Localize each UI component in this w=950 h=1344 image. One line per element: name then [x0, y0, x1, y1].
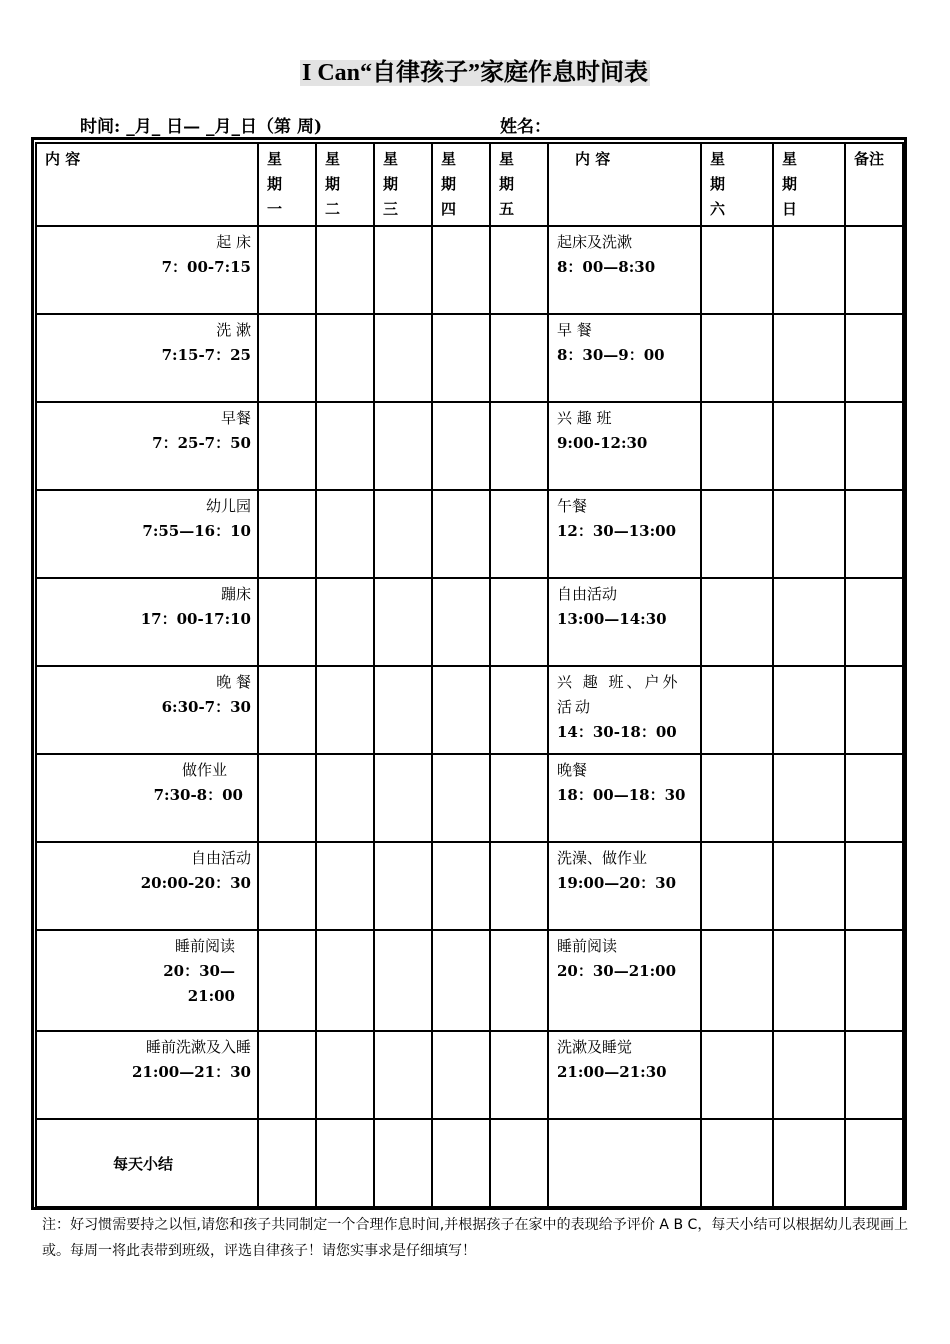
weekday-eval-cell[interactable] — [490, 402, 548, 490]
weekend-eval-cell[interactable] — [773, 578, 845, 666]
left-activity-time: 7：25-7：50 — [152, 434, 251, 452]
weekend-eval-cell[interactable] — [701, 314, 773, 402]
right-activity-name: 睡前阅读 — [557, 937, 618, 955]
table-row — [36, 578, 903, 666]
page-title: I Can“自律孩子”家庭作息时间表 — [301, 60, 649, 86]
right-activity-cell — [548, 842, 701, 930]
right-activity-cell — [548, 578, 701, 666]
right-activity-name: 晚餐 — [557, 761, 588, 779]
weekday-eval-cell[interactable] — [316, 666, 374, 754]
right-activity-name: 兴 趣 班 — [557, 409, 612, 427]
header-wednesday: 星 期 三 — [374, 143, 432, 226]
left-activity-time: 20：30— — [163, 962, 235, 980]
weekday-eval-cell[interactable] — [432, 842, 490, 930]
weekday-eval-cell[interactable] — [374, 842, 432, 930]
weekend-eval-cell[interactable] — [773, 842, 845, 930]
weekday-eval-cell[interactable] — [490, 930, 548, 1031]
weekday-eval-cell[interactable] — [258, 578, 316, 666]
table-row — [36, 754, 903, 842]
weekday-eval-cell[interactable] — [432, 754, 490, 842]
weekday-eval-cell[interactable] — [316, 842, 374, 930]
left-activity-cell — [36, 226, 258, 314]
weekday-eval-cell[interactable] — [316, 930, 374, 1031]
header-friday: 星 期 五 — [490, 143, 548, 226]
weekday-eval-cell[interactable] — [258, 490, 316, 578]
left-activity-time: 20:00-20：30 — [140, 874, 251, 892]
weekday-eval-cell[interactable] — [490, 754, 548, 842]
right-activity-time: 21:00—21:30 — [557, 1063, 667, 1081]
weekday-eval-cell[interactable] — [258, 930, 316, 1031]
summary-row — [36, 1119, 903, 1207]
schedule-table — [35, 142, 904, 1208]
left-activity-time: 7:30-8：00 — [153, 786, 243, 804]
right-activity-time: 18：00—18：30 — [557, 786, 686, 804]
header-row — [36, 143, 903, 226]
left-activity-cell — [36, 842, 258, 930]
left-activity-time: 21:00—21：30 — [131, 1063, 251, 1081]
left-activity-time: 7：00-7:15 — [161, 258, 251, 276]
header-thursday: 星 期 四 — [432, 143, 490, 226]
weekday-eval-cell[interactable] — [432, 490, 490, 578]
left-activity-name: 做作业 — [181, 761, 227, 779]
right-activity-name: 自由活动 — [557, 585, 618, 603]
right-activity-cell — [548, 666, 701, 754]
weekday-eval-cell[interactable] — [258, 226, 316, 314]
weekday-eval-cell[interactable] — [432, 402, 490, 490]
right-activity-cell — [548, 226, 701, 314]
weekend-eval-cell[interactable] — [701, 490, 773, 578]
left-activity-time: 7:15-7：25 — [161, 346, 251, 364]
weekday-eval-cell[interactable] — [316, 226, 374, 314]
weekday-eval-cell[interactable] — [490, 578, 548, 666]
remarks-cell[interactable] — [845, 490, 903, 578]
remarks-cell[interactable] — [845, 1031, 903, 1119]
weekend-eval-cell[interactable] — [773, 666, 845, 754]
summary-cell[interactable] — [845, 1119, 903, 1207]
summary-cell[interactable] — [432, 1119, 490, 1207]
left-activity-cell — [36, 314, 258, 402]
weekend-eval-cell[interactable] — [701, 666, 773, 754]
right-activity-time: 13:00—14:30 — [557, 610, 667, 628]
left-activity-time: 6:30-7：30 — [161, 698, 251, 716]
weekend-eval-cell[interactable] — [773, 754, 845, 842]
weekday-eval-cell[interactable] — [258, 842, 316, 930]
right-activity-name: 午餐 — [557, 497, 588, 515]
summary-cell[interactable] — [490, 1119, 548, 1207]
right-activity-name: 兴 趣 班、户外活动 — [557, 673, 681, 716]
remarks-cell[interactable] — [845, 930, 903, 1031]
right-activity-name: 早 餐 — [557, 321, 592, 339]
weekday-eval-cell[interactable] — [316, 314, 374, 402]
date-range-label: 时间: _月_ 日— _月_日（第 周) — [80, 117, 322, 137]
table-row — [36, 842, 903, 930]
weekend-eval-cell[interactable] — [773, 226, 845, 314]
summary-cell[interactable] — [258, 1119, 316, 1207]
right-activity-cell — [548, 314, 701, 402]
left-activity-name: 晚 餐 — [216, 673, 251, 691]
left-activity-cell — [36, 490, 258, 578]
remarks-cell[interactable] — [845, 314, 903, 402]
weekday-eval-cell[interactable] — [432, 578, 490, 666]
weekday-eval-cell[interactable] — [374, 314, 432, 402]
weekday-eval-cell[interactable] — [374, 490, 432, 578]
left-activity-name: 起 床 — [216, 233, 251, 251]
weekend-eval-cell[interactable] — [773, 314, 845, 402]
table-row — [36, 226, 903, 314]
weekday-eval-cell[interactable] — [258, 314, 316, 402]
weekday-eval-cell[interactable] — [432, 226, 490, 314]
weekday-eval-cell[interactable] — [490, 314, 548, 402]
weekend-eval-cell[interactable] — [773, 1031, 845, 1119]
left-activity-name: 洗 漱 — [216, 321, 251, 339]
left-activity-name: 自由活动 — [190, 849, 251, 867]
weekday-eval-cell[interactable] — [374, 1031, 432, 1119]
weekday-eval-cell[interactable] — [490, 1031, 548, 1119]
weekday-eval-cell[interactable] — [258, 754, 316, 842]
left-activity-time-cont: 21:00 — [187, 987, 235, 1005]
right-activity-name: 起床及洗漱 — [557, 233, 633, 251]
weekday-eval-cell[interactable] — [316, 754, 374, 842]
summary-cell[interactable] — [701, 1119, 773, 1207]
weekday-eval-cell[interactable] — [374, 754, 432, 842]
weekday-eval-cell[interactable] — [258, 1031, 316, 1119]
weekend-eval-cell[interactable] — [701, 1031, 773, 1119]
weekend-eval-cell[interactable] — [701, 402, 773, 490]
weekend-eval-cell[interactable] — [701, 930, 773, 1031]
weekday-eval-cell[interactable] — [490, 842, 548, 930]
remarks-cell[interactable] — [845, 666, 903, 754]
header-content-right: 内 容 — [548, 143, 701, 226]
weekday-eval-cell[interactable] — [374, 930, 432, 1031]
right-activity-cell — [548, 1031, 701, 1119]
left-activity-cell — [36, 930, 258, 1031]
left-activity-time: 17：00-17:10 — [140, 610, 251, 628]
weekend-eval-cell[interactable] — [701, 226, 773, 314]
remarks-cell[interactable] — [845, 754, 903, 842]
header-content-left: 内 容 — [36, 143, 258, 226]
weekday-eval-cell[interactable] — [316, 1031, 374, 1119]
table-row — [36, 490, 903, 578]
table-row — [36, 1031, 903, 1119]
weekday-eval-cell[interactable] — [490, 666, 548, 754]
weekday-eval-cell[interactable] — [316, 490, 374, 578]
header-saturday: 星 期 六 — [701, 143, 773, 226]
remarks-cell[interactable] — [845, 226, 903, 314]
summary-cell[interactable] — [773, 1119, 845, 1207]
header-remarks: 备注 — [845, 143, 903, 226]
left-activity-cell — [36, 754, 258, 842]
left-activity-name: 蹦床 — [220, 585, 251, 603]
right-activity-time: 20：30—21:00 — [557, 962, 677, 980]
remarks-cell[interactable] — [845, 402, 903, 490]
left-activity-name: 睡前洗漱及入睡 — [145, 1038, 251, 1056]
weekday-eval-cell[interactable] — [374, 226, 432, 314]
table-row — [36, 666, 903, 754]
weekend-eval-cell[interactable] — [701, 842, 773, 930]
weekday-eval-cell[interactable] — [432, 930, 490, 1031]
right-activity-cell — [548, 490, 701, 578]
left-activity-name: 幼儿园 — [205, 497, 251, 515]
right-activity-time: 14：30-18：00 — [557, 723, 677, 741]
weekday-eval-cell[interactable] — [432, 666, 490, 754]
header-sunday: 星 期 日 — [773, 143, 845, 226]
weekday-eval-cell[interactable] — [374, 578, 432, 666]
name-label: 姓名： — [500, 117, 551, 137]
right-activity-time: 9:00-12:30 — [557, 434, 648, 452]
remarks-cell[interactable] — [845, 578, 903, 666]
left-activity-cell — [36, 1031, 258, 1119]
weekday-eval-cell[interactable] — [432, 314, 490, 402]
weekday-eval-cell[interactable] — [490, 226, 548, 314]
right-activity-name: 洗澡、做作业 — [557, 849, 648, 867]
weekday-eval-cell[interactable] — [316, 402, 374, 490]
weekday-eval-cell[interactable] — [316, 578, 374, 666]
weekday-eval-cell[interactable] — [374, 402, 432, 490]
weekend-eval-cell[interactable] — [701, 754, 773, 842]
weekend-eval-cell[interactable] — [701, 578, 773, 666]
weekend-eval-cell[interactable] — [773, 490, 845, 578]
weekday-eval-cell[interactable] — [258, 402, 316, 490]
left-activity-cell — [36, 578, 258, 666]
weekday-eval-cell[interactable] — [258, 666, 316, 754]
weekend-eval-cell[interactable] — [773, 930, 845, 1031]
weekday-eval-cell[interactable] — [374, 666, 432, 754]
left-activity-name: 早餐 — [220, 409, 251, 427]
weekend-eval-cell[interactable] — [773, 402, 845, 490]
right-activity-name: 洗漱及睡觉 — [557, 1038, 633, 1056]
weekday-eval-cell[interactable] — [490, 490, 548, 578]
page-title-wrap — [0, 52, 950, 87]
table-row — [36, 930, 903, 1031]
weekday-eval-cell[interactable] — [432, 1031, 490, 1119]
right-activity-time: 12：30—13:00 — [557, 522, 677, 540]
table-row — [36, 402, 903, 490]
table-row — [36, 314, 903, 402]
left-activity-name: 睡前阅读 — [174, 937, 235, 955]
right-activity-cell — [548, 930, 701, 1031]
right-activity-time: 8：00—8:30 — [557, 258, 656, 276]
summary-cell[interactable] — [548, 1119, 701, 1207]
summary-cell[interactable] — [374, 1119, 432, 1207]
left-activity-time: 7:55—16：10 — [142, 522, 251, 540]
header-monday: 星 期 一 — [258, 143, 316, 226]
left-activity-cell — [36, 402, 258, 490]
left-activity-cell — [36, 666, 258, 754]
daily-summary-label: 每天小结 — [36, 1119, 258, 1207]
remarks-cell[interactable] — [845, 842, 903, 930]
summary-cell[interactable] — [316, 1119, 374, 1207]
right-activity-cell — [548, 402, 701, 490]
footer-note: 注：好习惯需要持之以恒,请您和孩子共同制定一个合理作息时间,并根据孩子在家中的表现给予评价 A B C，每天小结可以根据幼儿表现画上或。每周一将此表带到班级，评选自律孩子！请您实事求是仔细填写！ — [42, 1217, 908, 1259]
right-activity-cell — [548, 754, 701, 842]
right-activity-time: 19:00—20：30 — [557, 874, 677, 892]
right-activity-time: 8：30—9：00 — [557, 346, 665, 364]
header-tuesday: 星 期 二 — [316, 143, 374, 226]
